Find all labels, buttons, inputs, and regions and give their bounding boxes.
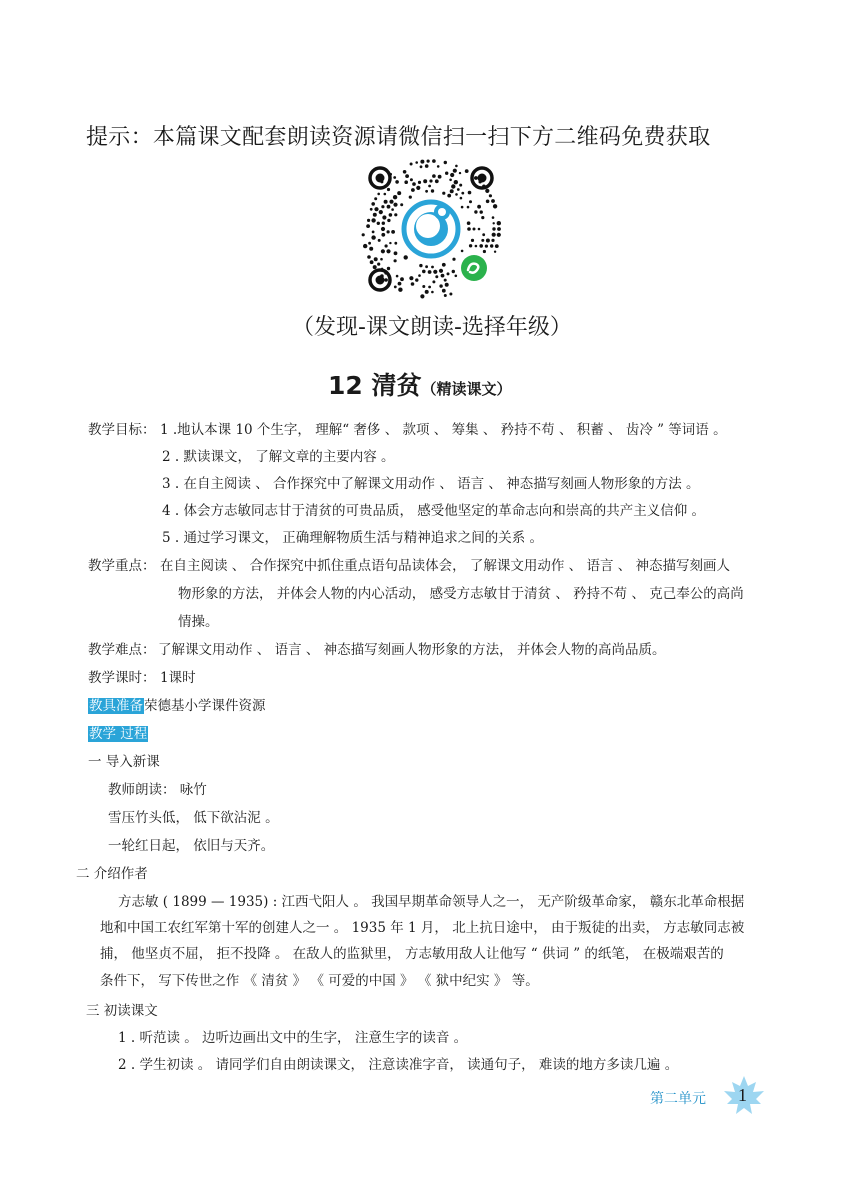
goal-item: 3 . 在自主阅读 、 合作探究中了解课文用动作 、 语言 、 神态描写刻画人物形象的方法 。 [162,476,700,492]
section-line: 条件下， 写下传世之作 《 清贫 》 《 可爱的中国 》 《 狱中纪实 》 等。 [100,973,539,989]
mini-program-qr-code-icon[interactable] [358,156,504,302]
hours-text: 1课时 [160,670,196,686]
process-label: 教学 过程 [89,726,148,742]
section-heading: 三 初读课文 [86,1003,158,1019]
prep-text: 荣德基小学课件资源 [144,698,266,714]
difficulty-text: 了解课文用动作 、 语言 、 神态描写刻画人物形象的方法， 并体会人物的高尚品质。 [158,642,666,658]
section-line: 2 . 学生初读 。 请同学们自由朗读课文， 注意读准字音， 读通句子， 难读的地方多读几遍 。 [118,1057,679,1073]
section-line: 一轮红日起， 依旧与天齐。 [108,838,275,854]
goal-item: 1 .地认本课 10 个生字， 理解“ 奢侈 、 款项 、 筹集 、 矜持不苟 、 积蓄 、 齿冷 ” 等词语 。 [160,422,727,438]
focus-line: 在自主阅读 、 合作探究中抓住重点语句品读体会， 了解课文用动作 、 语言 、 神态描写刻画人 [160,558,731,574]
navigation-path: （发现-课文朗读-选择年级） [292,315,572,340]
resource-hint: 提示：本篇课文配套朗读资源请微信扫一扫下方二维码免费获取 [86,125,711,150]
goal-item: 2 . 默读课文， 了解文章的主要内容 。 [162,449,395,465]
hours-label: 教学课时： [88,670,156,686]
section-heading: 一 导入新课 [88,754,160,770]
lesson-subtitle: （精读课文） [421,380,512,398]
lesson-title: 12 清贫 [328,371,422,400]
section-line: 地和中国工农红军第十军的创建人之一 。 1935 年 1 月， 北上抗日途中， 由于叛徒的出卖， 方志敏同志被 [100,920,745,936]
goals-label: 教学目标： [88,422,156,438]
section-line: 方志敏 ( 1899 — 1935) : 江西弋阳人 。 我国早期革命领导人之一， 无产阶级革命家， 赣东北革命根据 [118,894,745,910]
section-line: 1 . 听范读 。 边听边画出文中的生字， 注意生字的读音 。 [118,1030,468,1046]
prep-label: 教具准备 [89,698,143,714]
prep-row [88,696,266,716]
goal-item: 4 . 体会方志敏同志甘于清贫的可贵品质， 感受他坚定的革命志向和崇高的共产主义信仰 。 [162,503,706,519]
section-line: 教师朗读： 咏竹 [108,782,207,798]
section-line: 捕， 他坚贞不屈， 拒不投降 。 在敌人的监狱里， 方志敏用敌人让他写 “ 供词 ” 的纸笔， 在极端艰苦的 [100,946,724,962]
focus-line: 物形象的方法， 并体会人物的内心活动， 感受方志敏甘于清贫 、 矜持不苟 、 克己奉公的高尚 [178,586,744,602]
difficulty-label: 教学难点： [88,642,156,658]
unit-label: 第二单元 [650,1091,706,1107]
process-row [88,724,148,744]
goal-item: 5 . 通过学习课文， 正确理解物质生活与精神追求之间的关系 。 [162,530,544,546]
page-number: 1 [738,1085,747,1105]
focus-label: 教学重点： [88,558,156,574]
page-title [328,366,512,402]
focus-line: 情操。 [178,614,219,630]
section-line: 雪压竹头低， 低下欲沾泥 。 [108,810,279,826]
section-heading: 二 介绍作者 [76,866,148,882]
